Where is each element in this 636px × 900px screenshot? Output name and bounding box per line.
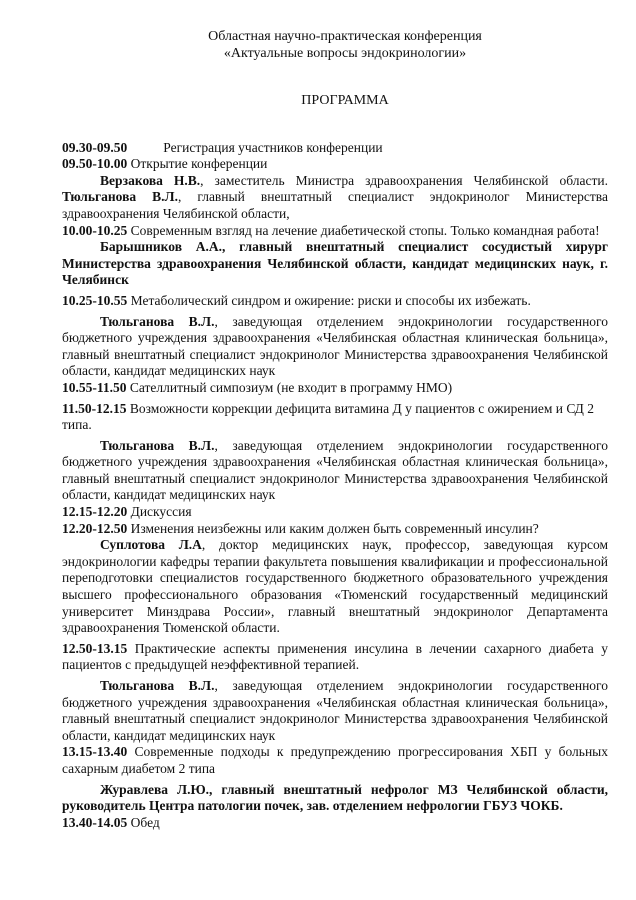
schedule-item: [62, 504, 608, 521]
item-title: Возможности коррекции дефицита витамина Д у пациентов с ожирением и СД 2 типа.: [62, 400, 594, 433]
speaker-desc: , заведующая отделением эндокринологии государственного бюджетного учреждения здравоохранения «Челябинская областная клиническая больница», главный внештатный специалист эндокринолог Министерства здравоохранения Челябинской области, кандидат медицинских наук: [62, 678, 609, 743]
item-time: 10.25-10.55: [62, 292, 128, 308]
item-time: 13.40-14.05: [62, 814, 128, 830]
schedule-item: [62, 380, 608, 397]
speaker-block: [62, 678, 608, 744]
item-time: 12.20-12.50: [62, 520, 128, 536]
schedule-item: [62, 401, 608, 434]
speaker-block: [62, 173, 608, 223]
schedule-item: [62, 293, 608, 310]
conference-header: [82, 28, 608, 62]
speaker-name: Суплотова Л.А: [100, 537, 202, 553]
item-time: 11.50-12.15: [62, 400, 127, 416]
speaker-name: Тюльганова В.Л.: [100, 678, 215, 693]
item-title: Сателлитный симпозиум (не входит в программу НМО): [126, 379, 453, 395]
item-title: Практические аспекты применения инсулина в лечении сахарного диабета у пациентов с предыдущей неэффективной терапией.: [62, 640, 608, 673]
schedule-item: [62, 641, 608, 674]
schedule-item: [62, 521, 608, 538]
item-time: 10.55-11.50: [62, 379, 127, 395]
speaker-block: [62, 782, 608, 815]
item-time: 10.00-10.25: [62, 222, 128, 238]
item-title: Изменения неизбежны или каким должен быть современный инсулин?: [127, 520, 539, 536]
schedule-item: [62, 744, 608, 777]
speaker-name: Тюльганова В.Л.: [100, 437, 215, 453]
speaker-desc: , доктор медицинских наук, профессор, заведующая курсом эндокринологии кафедры терапии факультета повышения квалификации и профессиональной переподготовки специалистов государственного бюджетного образовательного учреждения высшего профессионального образования «Тюменский государственный медицинский университет Минздрава России», главный внештатный эндокринолог Департамента здравоохранения Тюменской области.: [62, 537, 608, 636]
speaker-block: [62, 438, 608, 504]
speaker-block: [62, 537, 608, 637]
speaker-name: Верзакова Н.В.: [100, 172, 201, 188]
speaker-name: Барышников А.А.: [100, 239, 222, 255]
item-title: Метаболический синдром и ожирение: риски и способы их избежать.: [127, 292, 531, 308]
item-time: 13.15-13.40: [62, 744, 128, 760]
schedule-item: [62, 223, 608, 240]
speaker-desc: , главный внештатный специалист эндокринолог Министерства здравоохранения Челябинской области,: [62, 189, 608, 221]
item-title: Обед: [127, 814, 160, 830]
item-title: Дискуссия: [127, 504, 192, 520]
conference-title-line2: «Актуальные вопросы эндокринологии»: [223, 46, 467, 61]
speaker-name: Тюльганова В.Л.: [62, 189, 178, 205]
speaker-desc: , главный внештатный нефролог МЗ Челябинской области, руководитель Центра патологии почек, зав. отделением нефрологии ГБУЗ ЧОКБ.: [62, 781, 609, 814]
item-title: Регистрация участников конференции: [163, 139, 383, 155]
speaker-name: Журавлева Л.Ю.: [100, 781, 210, 797]
speaker-desc: , главный внештатный специалист сосудистый хирург Министерства здравоохранения Челябинской области, кандидат медицинских наук, г. Челябинск: [62, 239, 608, 288]
item-title: Открытие конференции: [127, 156, 268, 172]
speaker-desc: , заведующая отделением эндокринологии государственного бюджетного учреждения здравоохранения «Челябинская областная клиническая больница», главный внештатный специалист эндокринолог Министерства здравоохранения Челябинской области, кандидат медицинских наук: [62, 437, 609, 503]
item-time: 12.15-12.20: [62, 504, 128, 520]
speaker-block: [62, 239, 608, 289]
schedule-item: [62, 156, 608, 173]
item-time: 12.50-13.15: [62, 640, 128, 656]
item-time: 09.30-09.50: [62, 139, 128, 155]
item-title: Современным взгляд на лечение диабетической стопы. Только командная работа!: [127, 222, 600, 238]
speaker-desc: , заведующая отделением эндокринологии государственного бюджетного учреждения здравоохранения «Челябинская областная клиническая больница», главный внештатный специалист эндокринолог Министерства здравоохранения Челябинской области, кандидат медицинских наук: [62, 313, 609, 379]
speaker-desc: , заместитель Министра здравоохранения Челябинской области.: [200, 172, 608, 188]
program-title: ПРОГРАММА: [301, 93, 389, 108]
schedule-item: [62, 815, 608, 832]
speaker-block: [62, 314, 608, 380]
speaker-name: Тюльганова В.Л.: [100, 313, 215, 329]
item-title: Современные подходы к предупреждению прогрессирования ХБП у больных сахарным диабетом 2 типа: [62, 744, 608, 776]
item-time: 09.50-10.00: [62, 156, 128, 172]
conference-title-line1: Областная научно-практическая конференция: [208, 29, 482, 44]
schedule-item: [62, 140, 608, 157]
